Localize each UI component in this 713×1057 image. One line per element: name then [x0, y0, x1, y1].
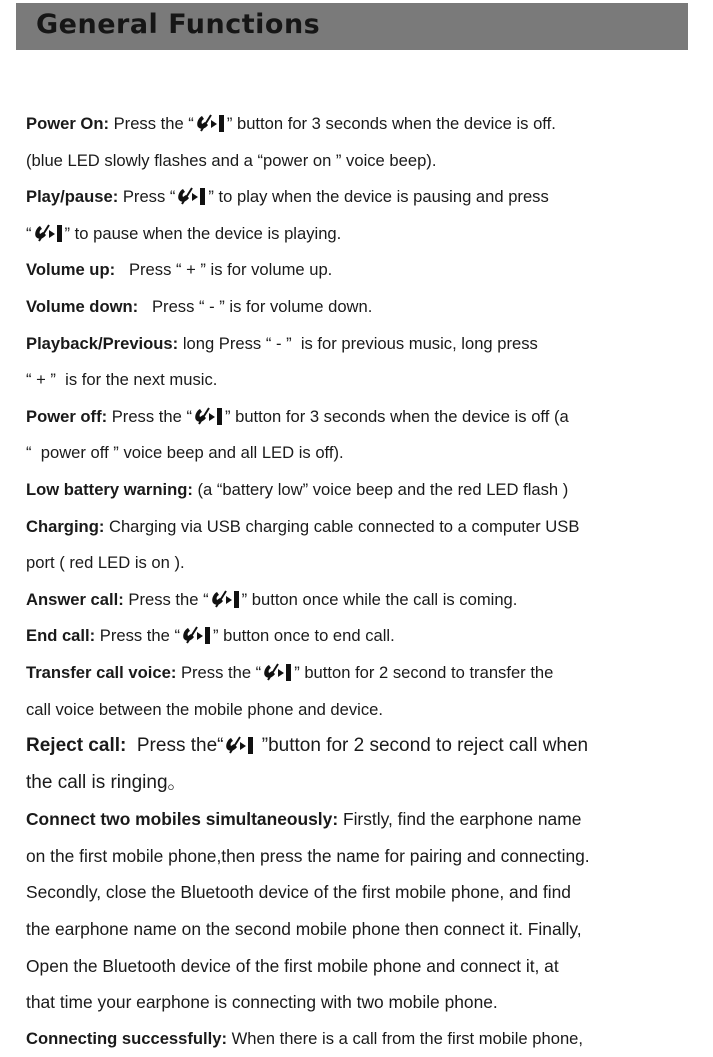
text-line [26, 911, 696, 948]
text-line [26, 252, 696, 289]
functions-list [26, 106, 696, 1057]
function-text: Press the“ [126, 735, 224, 757]
function-text: Press the “ [95, 626, 180, 646]
function-text: (blue LED slowly flashes and a “power on ” voice beep). [26, 150, 437, 170]
function-text: ” to pause when the device is playing. [64, 223, 342, 243]
function-text: the earphone name on the second mobile phone then connect it. Finally, [26, 919, 582, 940]
function-label: Playback/Previous: [26, 333, 179, 353]
text-line [26, 838, 696, 875]
function-text: Open the Bluetooth device of the first mobile phone and connect it, at [26, 955, 559, 976]
function-label: Power On: [26, 114, 109, 133]
text-line [26, 545, 696, 582]
function-label: Charging: [26, 516, 105, 536]
function-label: Connecting successfully: [26, 1028, 228, 1048]
function-text: that time your earphone is connecting with two mobile phone. [26, 992, 498, 1013]
text-line [26, 948, 696, 985]
text-line [26, 472, 696, 509]
phone-play-pause-icon [181, 625, 212, 645]
function-label: Connect two mobiles simultaneously: [26, 809, 339, 830]
function-text: (a “battery low” voice beep and the red LED flash ) [192, 479, 569, 499]
function-label: Low battery warning: [26, 479, 193, 499]
function-label: Answer call: [26, 589, 124, 609]
phone-play-pause-icon [193, 406, 224, 426]
function-text: Press the “ [108, 114, 194, 133]
function-text: long Press “ - ” is for previous music, long press [178, 333, 538, 353]
text-line [26, 801, 696, 838]
phone-play-pause-icon [224, 735, 255, 755]
function-label: Power off: [26, 406, 108, 426]
text-line [26, 179, 696, 216]
text-line [26, 1021, 696, 1057]
text-line [26, 582, 696, 619]
function-text: the call is ringing。 [26, 771, 187, 793]
function-text: Press the “ [123, 589, 209, 609]
phone-play-pause-icon [33, 223, 64, 243]
function-text: ” button once while the call is coming. [241, 589, 518, 609]
text-line [26, 143, 696, 180]
text-line [26, 984, 696, 1021]
function-text: ” to play when the device is pausing and press [208, 187, 549, 207]
function-label: Volume down: [26, 296, 139, 316]
function-label: Play/pause: [26, 187, 119, 207]
phone-play-pause-icon [210, 589, 241, 609]
text-line [26, 509, 696, 546]
text-line [26, 289, 696, 326]
function-label: Volume up: [26, 260, 116, 280]
page-title: General Functions [36, 9, 321, 40]
text-line [26, 765, 696, 802]
text-line [26, 106, 696, 143]
function-text: Press “ [118, 187, 176, 207]
text-line [26, 399, 696, 436]
text-line [26, 618, 696, 655]
function-label: Transfer call voice: [26, 662, 177, 682]
function-text: “ + ” is for the next music. [26, 370, 218, 390]
text-line [26, 362, 696, 399]
function-text: ” button for 3 seconds when the device is off. [226, 114, 556, 133]
function-text: ”button for 2 second to reject call when [256, 735, 589, 757]
function-text: port ( red LED is on ). [26, 553, 185, 573]
text-line [26, 692, 696, 729]
text-line [26, 655, 696, 692]
function-text: “ [26, 223, 32, 243]
function-text: Press the “ [176, 662, 262, 682]
function-text: “ power off ” voice beep and all LED is off). [26, 443, 344, 463]
function-text: Firstly, find the earphone name [338, 809, 582, 830]
function-text: Press the “ [107, 406, 192, 426]
function-text: ” button for 3 seconds when the device is off (a [224, 406, 569, 426]
function-text: Press “ + ” is for volume up. [115, 260, 333, 280]
function-text: Secondly, close the Bluetooth device of the first mobile phone, and find [26, 882, 571, 903]
section-header [16, 3, 688, 50]
phone-play-pause-icon [262, 662, 293, 682]
function-text: ” button once to end call. [213, 626, 395, 646]
text-line [26, 326, 696, 363]
function-text: Press “ - ” is for volume down. [138, 296, 373, 316]
function-text: Charging via USB charging cable connected to a computer USB [104, 516, 580, 536]
function-text: ” button for 2 second to transfer the [294, 662, 554, 682]
text-line [26, 435, 696, 472]
function-text: call voice between the mobile phone and device. [26, 699, 384, 719]
phone-play-pause-icon [176, 186, 207, 206]
function-label: End call: [26, 626, 96, 646]
text-line [26, 874, 696, 911]
function-text: on the first mobile phone,then press the name for pairing and connecting. [26, 845, 590, 866]
function-label: Reject call: [26, 735, 127, 757]
text-line [26, 728, 696, 765]
phone-play-pause-icon [195, 113, 226, 133]
function-text: When there is a call from the first mobile phone, [227, 1028, 584, 1048]
text-line [26, 216, 696, 253]
